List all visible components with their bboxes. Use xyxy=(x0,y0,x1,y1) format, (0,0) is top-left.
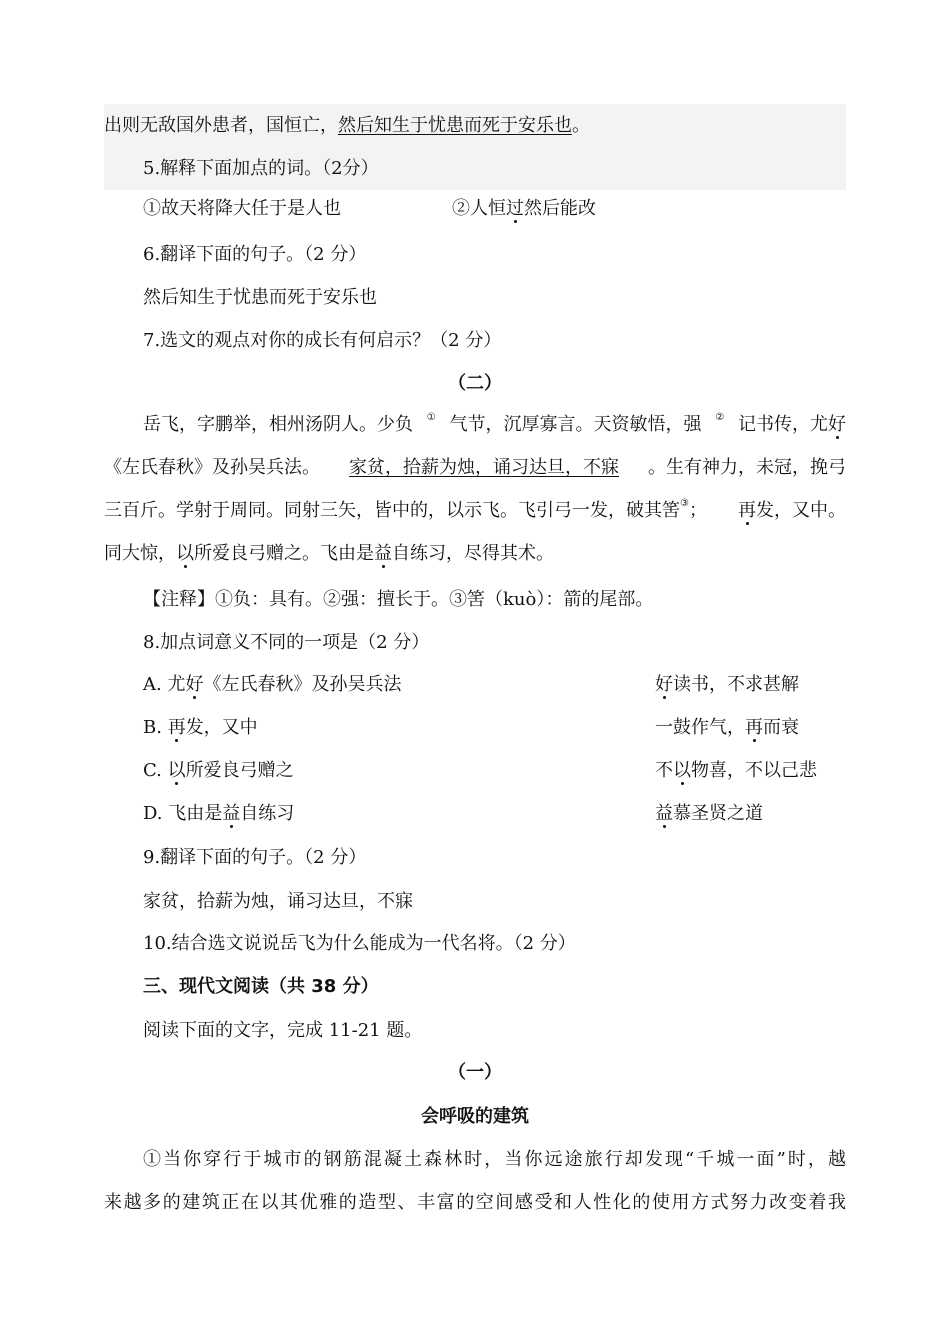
passage-text: 。 xyxy=(572,115,590,136)
dotted-word: 再 xyxy=(738,500,756,521)
footnote-marker: ③ xyxy=(680,498,689,509)
option-label: A. xyxy=(143,674,162,695)
dotted-word: 好 xyxy=(828,414,846,435)
section-three-heading: 三、现代文阅读（共 38 分） xyxy=(143,976,379,997)
dotted-word: 好 xyxy=(185,674,204,695)
question-6-prompt: 6.翻译下面的句子。（2 分） xyxy=(143,244,367,265)
dotted-word: 益 xyxy=(222,803,241,824)
question-8-prompt: 8.加点词意义不同的一项是（2 分） xyxy=(143,632,430,653)
dotted-word: 再 xyxy=(745,717,763,738)
dotted-word: 以 xyxy=(167,760,186,781)
option-label: B. xyxy=(143,717,162,738)
question-8-option-a: A. 尤好《左氏春秋》及孙吴兵法 好读书，不求甚解 xyxy=(143,674,799,695)
question-8-option-b: B. 再发，又中 一鼓作气，再而衰 xyxy=(143,717,799,738)
dotted-word: 过 xyxy=(506,198,524,219)
question-9-sentence: 家贫，拾薪为烛，诵习达旦，不寐 xyxy=(143,891,413,912)
footnote-marker: ① xyxy=(426,412,436,423)
question-10-prompt: 10.结合选文说说岳飞为什么能成为一代名将。（2 分） xyxy=(143,933,576,954)
dotted-word: 再 xyxy=(167,717,186,738)
dotted-word: 以 xyxy=(176,543,194,564)
dotted-word: 益 xyxy=(655,803,673,824)
option-label: D. xyxy=(143,803,163,824)
question-9-prompt: 9.翻译下面的句子。（2 分） xyxy=(143,847,367,868)
question-7-prompt: 7.选文的观点对你的成长有何启示？（2 分） xyxy=(143,330,502,351)
article-paragraph-1-line-2: 来越多的建筑正在以其优雅的造型、丰富的空间感受和人性化的使用方式努力改变着我 xyxy=(104,1192,846,1213)
question-5-item-2: ②人恒过然后能改 xyxy=(452,198,596,219)
footnote-marker: ② xyxy=(715,412,725,423)
question-6-sentence: 然后知生于忧患而死于安乐也 xyxy=(143,287,377,308)
passage-two-line-2: 《左氏春秋》及孙吴兵法。 家贫，拾薪为烛，诵习达旦，不寐 。生有神力，未冠，挽弓 xyxy=(104,457,846,478)
dotted-word: 益 xyxy=(374,543,392,564)
passage-text: 出则无敌国外患者，国恒亡， xyxy=(104,115,338,136)
dotted-word: 以 xyxy=(673,760,691,781)
question-8-option-d: D. 飞由是益自练习 益慕圣贤之道 xyxy=(143,803,763,824)
question-5-prompt: 5.解释下面加点的词。（2分） xyxy=(143,158,379,179)
section-three-sub-heading: （一） xyxy=(448,1062,502,1083)
section-three-instruction: 阅读下面的文字，完成 11-21 题。 xyxy=(143,1020,423,1041)
section-two-heading: （二） xyxy=(448,373,502,394)
option-label: C. xyxy=(143,760,162,781)
passage-one-last-line xyxy=(104,114,590,138)
article-paragraph-1-line-1: ①当你穿行于城市的钢筋混凝土森林时，当你远途旅行却发现“千城一面”时，越 xyxy=(143,1149,846,1170)
question-5-item-1: ①故天将降大任于是人也 xyxy=(143,198,341,219)
passage-two-line-1: 岳飞，字鹏举，相州汤阴人。少负 ① 气节，沉厚寡言。天资敏悟，强 ② 记书传，尤好 xyxy=(143,412,846,435)
underlined-sentence: 然后知生于忧患而死于安乐也 xyxy=(338,115,572,136)
question-8-option-c: C. 以所爱良弓赠之 不以物喜，不以己悲 xyxy=(143,760,817,781)
passage-two-line-3: 三百斤。学射于周同。同射三矢，皆中的，以示飞。飞引弓一发，破其筈③； 再发，又中。 xyxy=(104,498,846,521)
underlined-sentence: 家贫，拾薪为烛，诵习达旦，不寐 xyxy=(349,457,619,478)
dotted-word: 好 xyxy=(655,674,673,695)
annotation-note: 【注释】①负：具有。②强：擅长于。③筈（kuò）：箭的尾部。 xyxy=(143,589,654,610)
passage-two-line-4: 同大惊，以所爱良弓赠之。飞由是益自练习，尽得其术。 xyxy=(104,543,554,564)
article-title: 会呼吸的建筑 xyxy=(421,1106,529,1127)
